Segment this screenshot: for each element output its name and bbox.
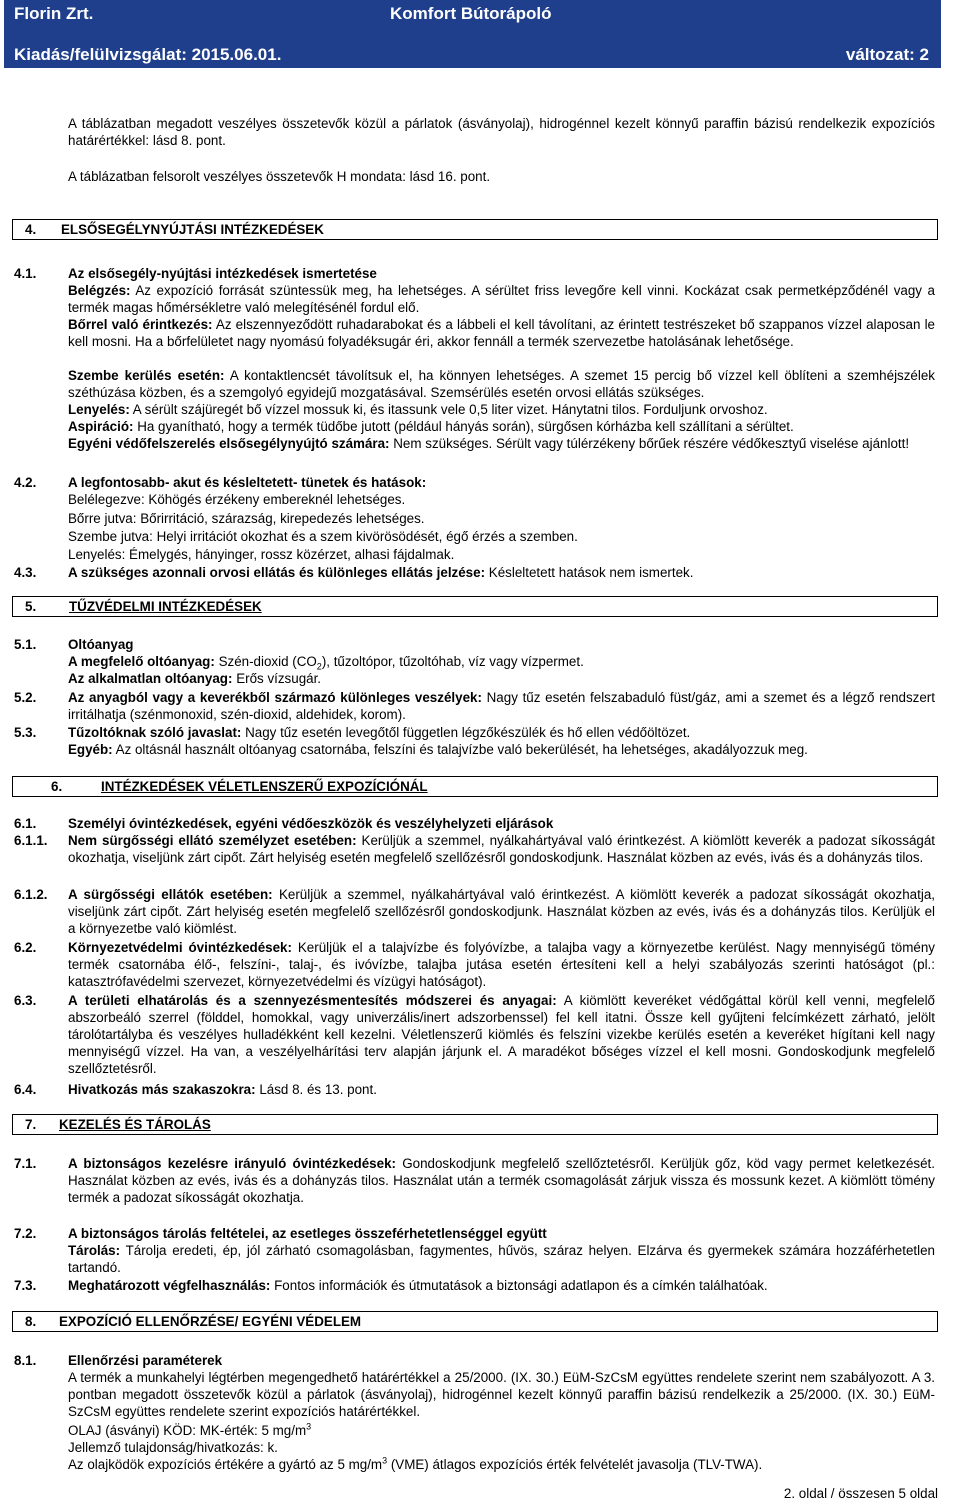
end-use-paragraph: Meghatározott végfelhasználás: Fontos információk és útmutatások a biztonsági adatlapon és a címkén találhatóak.	[68, 1278, 768, 1293]
other-advice-paragraph: Egyéb: Az oltásnál használt oltóanyag csatornába, felszíni és talajvízbe való bekerülését, ha lehetséges, akadályozzuk meg.	[68, 742, 808, 757]
section-number: 8.	[25, 1314, 37, 1329]
subsection-title: Oltóanyag	[68, 637, 134, 652]
document-header	[4, 0, 941, 68]
symptom-line: Bőrre jutva: Bőrirritáció, szárazság, kirepedezés lehetséges.	[68, 511, 425, 526]
section-number: 4.	[25, 222, 37, 237]
symptom-line: Belélegezve: Köhögés érzékeny embereknél lehetséges.	[68, 492, 406, 507]
property-reference-line: Jellemző tulajdonság/hivatkozás: k.	[68, 1440, 278, 1455]
section-title: KEZELÉS ÉS TÁROLÁS	[59, 1117, 211, 1132]
intro-h-statement: A táblázatban felsorolt veszélyes összetevők H mondata: lásd 16. pont.	[68, 169, 491, 184]
subsection-title: Személyi óvintézkedések, egyéni védőeszközök és veszélyhelyzeti eljárások	[68, 816, 554, 831]
safe-handling-paragraph: A biztonságos kezelésre irányuló óvintézkedések: Gondoskodjunk megfelelő szellőztetésről. Kerüljük gőz, köd vagy permet keletkezését. Használat közben az evés, ivás és a dohányzás tilos. Használat után a termék csomagolását zárjuk vissza és mossunk kezet. A kiömlött tömény termék a padozat síkosságát okozhatja.	[68, 1156, 935, 1205]
ingestion-paragraph: Lenyelés: A sérült szájüregét bő vízzel mossuk ki, és itassunk vele 0,5 liter vizet. Hánytatni tilos. Forduljunk orvoshoz.	[68, 402, 768, 417]
subsection-number: 4.2.	[14, 475, 37, 490]
section-number: 6.	[51, 779, 63, 794]
section-number: 5.	[25, 599, 37, 614]
section-title: TŰZVÉDELMI INTÉZKEDÉSEK	[69, 599, 262, 614]
section-title: INTÉZKEDÉSEK VÉLETLENSZERŰ EXPOZÍCIÓNÁL	[101, 779, 428, 794]
section-title: ELSŐSEGÉLYNYÚJTÁSI INTÉZKEDÉSEK	[61, 222, 324, 237]
oil-mist-limit-line: OLAJ (ásványi) KÖD: MK-érték: 5 $mg/m^3$	[68, 1421, 312, 1438]
subsection-title: Ellenőrzési paraméterek	[68, 1353, 223, 1368]
subsection-number: 5.3.	[14, 725, 37, 740]
containment-methods-paragraph: A területi elhatárolás és a szennyezésmentesítés módszerei és anyagai: A kiömlött keveréket védőgáttal körül kell venni, megfelelő abszorbeáló szerrel (földdel, homokkal, vagy univerzális/inert adszorbenssel) fel kell itatni. Össze kell gyűjteni felcímkézett zárható, jelölt tárolótartályba és veszélyes hulladékként kell kezelni. Véletlenszerű kiömlés és felszíni vizekbe kerülés esetén a keveréket hígítani kell nagy mennyiségű vízzel. Ha van, a veszélyelhárítási terv alapján járjunk el. A maradékot bőséges vízzel el kell mosni. Gondoskodjunk megfelelő szellőztetésről.	[68, 993, 936, 1076]
subsection-number: 5.1.	[14, 637, 37, 652]
section-5-heading	[12, 596, 938, 617]
subsection-title: A legfontosabb- akut és késleltetett- tünetek és hatások:	[68, 475, 427, 490]
other-sections-reference: Hivatkozás más szakaszokra: Lásd 8. és 13. pont.	[68, 1082, 377, 1097]
subsection-number: 6.4.	[14, 1082, 37, 1097]
non-emergency-personnel-paragraph: Nem sürgősségi ellátó személyzet esetében: Kerüljük a szemmel, nyálkahártyával való érintkezést. A kiömlött keverék a padozat síkosságát okozhatja, viseljünk zárt cipőt. Zárt helyiség esetén megfelelő szellőzésről gondoskodjunk. Használat közben az evés, ivás és a dohányzás tilos.	[68, 833, 936, 865]
subsection-number: 7.1.	[14, 1156, 37, 1171]
subsection-number: 7.3.	[14, 1278, 37, 1293]
subsection-number: 4.3.	[14, 565, 37, 580]
inhalation-paragraph: Belégzés: Az expozíció forrását szüntessük meg, ha lehetséges. A sérültet friss levegőre kell vinni. Kockázat csak permetképződénél vagy a termék magas hőmérsékletre való melegítésénél fordul elő.	[68, 283, 936, 315]
suitable-media-paragraph: A megfelelő oltóanyag: Szén-dioxid $(CO_2)$, tűzoltópor, tűzoltóhab, víz vagy vízpermet.	[68, 654, 584, 672]
firefighter-advice-paragraph: Tűzoltóknak szóló javaslat: Nagy tűz esetén levegőtől független légzőkészülék és hő ellen védőöltözet.	[68, 725, 691, 740]
symptom-line: Lenyelés: Émelygés, hányinger, rossz közérzet, alhasi fájdalmak.	[68, 547, 455, 562]
aspiration-paragraph: Aspiráció: Ha gyanítható, hogy a termék tüdőbe jutott (például hányás során), sürgősen kórházba kell szállítani a sérültet.	[68, 419, 794, 434]
subsection-number: 6.3.	[14, 993, 37, 1008]
skin-contact-paragraph: Bőrrel való érintkezés: Az elszennyeződött ruhadarabokat és a lábbeli el kell távolítani, az érintett testrészeket bő szappanos vízzel alaposan le kell mosni. Ha a bőrfelületet nagy nyomású folyadéksugár éri, akkor fennáll a termék szervezetbe hatolásának lehetősége.	[68, 317, 935, 349]
version-label: változat: 2	[845, 45, 929, 64]
subsection-number: 4.1.	[14, 266, 37, 281]
eye-contact-paragraph: Szembe kerülés esetén: A kontaktlencsét távolítsuk el, ha könnyen lehetséges. A szemet 15 percig bő vízzel kell öblíteni a szemhéjszélek széthúzása közben, és a szemgolyó egyidejű mozgatásával. Szemsérülés esetén orvosi ellátás szükséges.	[68, 368, 935, 400]
page-number: 2. oldal / összesen 5 oldal	[783, 1486, 938, 1501]
emergency-responders-paragraph: A sürgősségi ellátók esetében: Kerüljük a szemmel, nyálkahártyával való érintkezést. A kiömlött keverék a padozat síkosságát okozhatja, viseljünk zárt cipőt. Zárt helyiség esetén megfelelő szellőzésről gondoskodjunk. Használat közben az evés, ivás és a dohányzás tilos. Kerüljük el a környezetbe való kiömlést.	[68, 887, 935, 936]
subsection-title: Az elsősegély-nyújtási intézkedések ismertetése	[68, 266, 377, 281]
first-aider-ppe-paragraph: Egyéni védőfelszerelés elsősegélynyújtó számára: Nem szükséges. Sérült vagy túlérzékeny bőrűek részére védőkesztyű viselése ajánlott!	[68, 436, 910, 451]
revision-date: Kiadás/felülvizsgálat: 2015.06.01.	[14, 45, 282, 64]
storage-paragraph: Tárolás: Tárolja eredeti, ép, jól zárható csomagolásban, fagymentes, hűvös, száraz helyen. Elzárva és gyermekek számára hozzáférhetetlen tartandó.	[68, 1243, 935, 1275]
environmental-precautions-paragraph: Környezetvédelmi óvintézkedések: Kerüljük el a talajvízbe és folyóvízbe, a talajba vagy a környezetbe kerülést. Nagy mennyiségű tömény termék csatornába élő-, felszíni-, talaj-, és ivóvízbe, talajba jutása esetén értesíteni kell a helyi szabályozás szerinti hatóságot (pl.: katasztrófavédelmi szervezet, környezetvédelmi és vízügyi hatóságot).	[68, 940, 935, 989]
section-4-heading	[12, 219, 938, 240]
section-number: 7.	[25, 1117, 37, 1132]
subsection-title: A biztonságos tárolás feltételei, az esetleges összeférhetetlenséggel együtt	[68, 1226, 547, 1241]
section-7-heading	[12, 1114, 938, 1135]
section-6-heading	[12, 776, 938, 797]
product-name: Komfort Bútorápoló	[390, 4, 552, 23]
special-hazards-paragraph: Az anyagból vagy a keverékből származó különleges veszélyek: Nagy tűz esetén felszabaduló füst/gáz, ami a szemet és a légző rendszert irritálhatja (szénmonoxid, szén-dioxid, aldehidek, korom).	[68, 690, 935, 722]
section-8-heading	[12, 1311, 938, 1332]
subsection-number: 6.2.	[14, 940, 37, 955]
intro-paragraph: A táblázatban megadott veszélyes összetevők közül a párlatok (ásványolaj), hidrogénnel kezelt könnyű paraffin bázisú rendelkezik expozíciós határértékkel: lásd 8. pont.	[68, 116, 935, 148]
subsection-number: 6.1.2.	[14, 887, 48, 902]
subsection-number: 6.1.	[14, 816, 37, 831]
company-name: Florin Zrt.	[14, 4, 94, 23]
symptom-line: Szembe jutva: Helyi irritációt okozhat és a szem kivörösödését, égő érzés a szemben.	[68, 529, 578, 544]
subsection-number: 6.1.1.	[14, 833, 48, 848]
unsuitable-media-paragraph: Az alkalmatlan oltóanyag: Erős vízsugár.	[68, 671, 322, 686]
section-title: EXPOZÍCIÓ ELLENŐRZÉSE/ EGYÉNI VÉDELEM	[59, 1314, 362, 1329]
subsection-number: 8.1.	[14, 1353, 37, 1368]
medical-attention-paragraph: A szükséges azonnali orvosi ellátás és különleges ellátás jelzése: Késleltetett hatások nem ismertek.	[68, 565, 694, 580]
manufacturer-recommendation-line: Az olajködök expozíciós értékére a gyártó az 5 $mg/m^3$ (VME) átlagos expozíciós érték felvételét javasolja (TLV-TWA).	[68, 1455, 763, 1472]
subsection-number: 7.2.	[14, 1226, 37, 1241]
control-parameters-paragraph: A termék a munkahelyi légtérben megengedhető határértékkel a 25/2000. (IX. 30.) EüM-SzCsM együttes rendelete szerint nem szabályozott. A 3. pontban megadott összetevők közül a párlatok (ásványolaj), hidrogénnel kezelt könnyű paraffin bázisú rendelkezik a 25/2000. (IX. 30.) EüM-SzCsM együttes rendelete szerint expozíciós határértékkel.	[68, 1370, 935, 1419]
subsection-number: 5.2.	[14, 690, 37, 705]
